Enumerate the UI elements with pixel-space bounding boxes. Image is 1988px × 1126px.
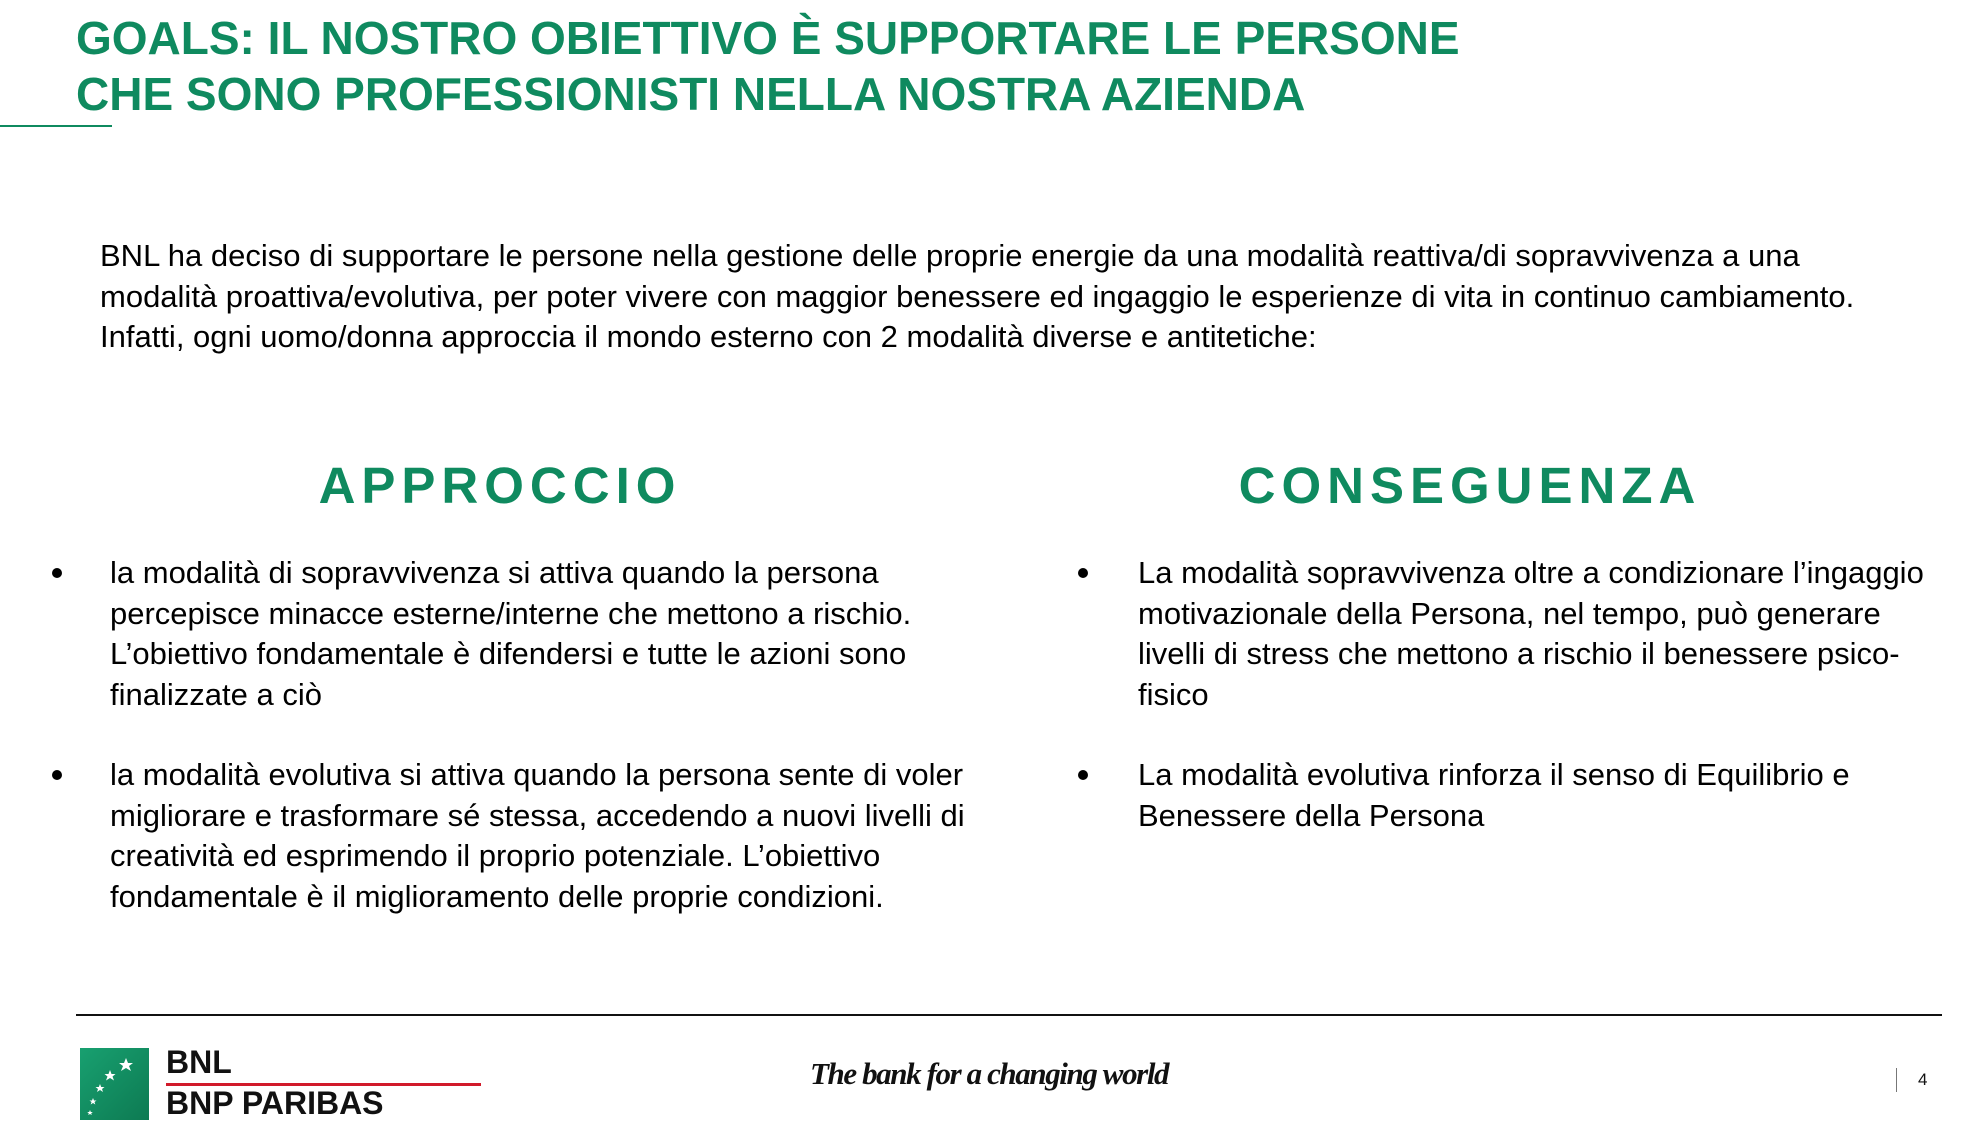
title-line-2: CHE SONO PROFESSIONISTI NELLA NOSTRA AZIENDA — [76, 68, 1306, 120]
stars-logo-icon — [80, 1048, 149, 1120]
approccio-list — [110, 553, 970, 957]
list-item — [1138, 553, 1938, 715]
bullet-icon — [52, 568, 62, 578]
heading-conseguenza: CONSEGUENZA — [1238, 457, 1702, 514]
list-item — [1138, 755, 1938, 836]
page-number-separator — [1896, 1068, 1897, 1092]
bullet-icon — [1078, 568, 1088, 578]
intro-followup: Infatti, ogni uomo/donna approccia il mondo esterno con 2 modalità diverse e antitetiche: — [100, 319, 1317, 354]
heading-approccio: APPROCCIO — [318, 457, 682, 514]
bullet-text: la modalità di sopravvivenza si attiva quando la persona percepisce minacce esterne/interne che mettono a rischio. L’obiettivo fondamentale è difendersi e tutte le azioni sono finalizzate a ciò — [110, 555, 912, 712]
bullet-icon — [52, 770, 62, 780]
footer-divider — [76, 1014, 1942, 1016]
list-item — [110, 755, 970, 917]
bullet-icon — [1078, 770, 1088, 780]
slide-title — [76, 10, 1876, 122]
title-line-1: GOALS: IL NOSTRO OBIETTIVO È SUPPORTARE LE PERSONE — [76, 12, 1460, 64]
page-number: 4 — [1918, 1070, 1928, 1089]
list-item — [110, 553, 970, 715]
intro-text — [100, 236, 1920, 358]
title-underline — [0, 125, 112, 127]
bullet-text: la modalità evolutiva si attiva quando la persona sente di voler migliorare e trasformare sé stessa, accedendo a nuovi livelli di creatività ed esprimendo il proprio potenziale. L’obiettivo fondamentale è il miglioramento delle proprie condizioni. — [110, 757, 965, 914]
logo-text-bnl: BNL — [166, 1044, 232, 1080]
bnl-bnp-paribas-logo — [80, 1044, 410, 1122]
logo-text-bnp-paribas: BNP PARIBAS — [166, 1085, 384, 1121]
tagline: The bank for a changing world — [810, 1056, 1169, 1091]
bullet-text: La modalità evolutiva rinforza il senso di Equilibrio e Benessere della Persona — [1138, 757, 1850, 833]
conseguenza-list — [1138, 553, 1938, 876]
intro-paragraph: BNL ha deciso di supportare le persone nella gestione delle proprie energie da una modalità reattiva/di sopravvivenza a una modalità proattiva/evolutiva, per poter vivere con maggior benessere ed ingaggio le esperienze di vita in continuo cambiamento. — [100, 238, 1855, 314]
bullet-text: La modalità sopravvivenza oltre a condizionare l’ingaggio motivazionale della Persona, nel tempo, può generare livelli di stress che mettono a rischio il benessere psico-fisico — [1138, 555, 1924, 712]
